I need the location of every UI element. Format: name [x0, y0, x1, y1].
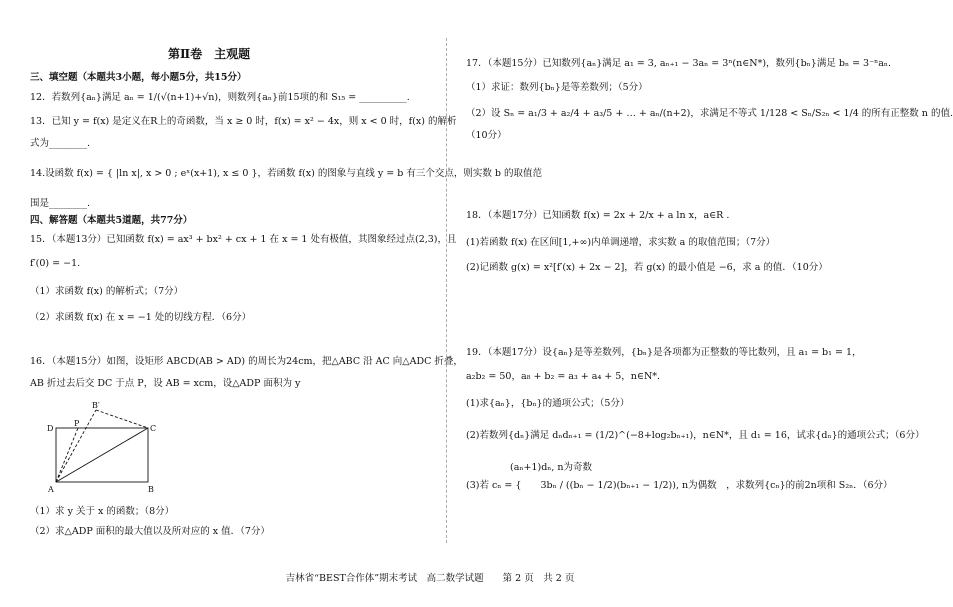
fill-blank-heading: 三、填空题（本题共3小题，每小题5分，共15分）: [30, 72, 247, 83]
question-18-part1: (1)若函数 f(x) 在区间[1,+∞)内单调递增，求实数 a 的取值范围；（7分）: [466, 237, 776, 248]
question-17-part1: （1）求证：数列{bₙ}是等差数列；（5分）: [466, 82, 648, 93]
diagonal-ac: [56, 428, 148, 482]
question-19-line1: 19．（本题17分）设{aₙ}是等差数列，{bₙ}是各项都为正整数的等比数列，且 a₁ = b₁ = 1，: [466, 347, 862, 358]
question-17-part2: （2）设 Sₙ = a₁/3 + a₂/4 + a₃/5 + … + aₙ/(n+2)，求满足不等式 1/128 < Sₙ/S₂ₙ < 1/4 的所有正整数 n 的值.: [466, 108, 953, 119]
question-17-line1: 17．（本题15分）已知数列{aₙ}满足 a₁ = 3, aₙ₊₁ − 3aₙ = 3ⁿ(n∈N*)，数列{bₙ}满足 bₙ = 3⁻ⁿaₙ.: [466, 58, 892, 69]
question-15-line2: f′(0) = −1.: [30, 258, 81, 269]
question-16-part2: （2）求△ADP 面积的最大值以及所对应的 x 值．（7分）: [30, 526, 270, 537]
question-19-line2: a₂b₂ = 50，a₈ + b₂ = a₃ + a₄ + 5，n∈N*.: [466, 371, 661, 382]
question-16-line1: 16．（本题15分）如图，设矩形 ABCD(AB > AD) 的周长为24cm，把△ABC 沿 AC 向△ADC 折叠，: [30, 356, 463, 367]
solve-heading: 四、解答题（本题共5道题，共77分）: [30, 215, 193, 226]
question-13-line2: 式为________.: [30, 138, 91, 149]
column-divider: [446, 38, 447, 543]
question-17-points: （10分）: [466, 130, 507, 141]
question-19-part2: (2)若数列{dₙ}满足 dₙdₙ₊₁ = (1/2)^(−8+log₂bₙ₊₁)，n∈N*，且 d₁ = 16，试求{dₙ}的通项公式；（6分）: [466, 430, 925, 441]
question-19-part3-case1: (aₙ+1)dₙ, n为奇数: [510, 462, 593, 473]
question-15-part1: （1）求函数 f(x) 的解析式；（7分）: [30, 286, 184, 297]
question-19-part3: (3)若 cₙ = { 3bₙ / ((bₙ − 1/2)(bₙ₊₁ − 1/2)), n为偶数 ，求数列{cₙ}的前2n项和 S₂ₙ．（6分）: [466, 480, 893, 491]
segment-ap: [56, 428, 78, 482]
question-16-part1: （1）求 y 关于 x 的函数；（8分）: [30, 506, 175, 517]
label-d: D: [47, 424, 54, 433]
question-12: 12．若数列{aₙ}满足 aₙ = 1/(√(n+1)+√n)，则数列{aₙ}前15项的和 S₁₅ = __________.: [30, 92, 410, 103]
label-a: A: [48, 485, 54, 494]
question-15-line1: 15．（本题13分）已知函数 f(x) = ax³ + bx² + cx + 1 在 x = 1 处有极值，其图象经过点(2,3)，且: [30, 234, 457, 245]
question-18-part2: (2)记函数 g(x) = x²[f′(x) + 2x − 2]，若 g(x) 的最小值是 −6，求 a 的值．（10分）: [466, 262, 828, 273]
label-p: P: [74, 419, 80, 428]
question-19-part1: (1)求{aₙ}，{bₙ}的通项公式；（5分）: [466, 398, 630, 409]
question-13-line1: 13．已知 y = f(x) 是定义在R上的奇函数，当 x ≥ 0 时，f(x) = x² − 4x，则 x < 0 时，f(x) 的解析: [30, 116, 457, 127]
label-b: B: [148, 485, 154, 494]
question-14-line2: 围是________.: [30, 198, 91, 209]
rectangle-fold-figure: [44, 400, 164, 495]
folded-edge-b1c: [96, 410, 148, 428]
section-title: 第Ⅱ卷 主观题: [168, 47, 251, 61]
page-footer: 吉林省“BEST合作体”期末考试 高二数学试题 第 2 页 共 2 页: [285, 573, 575, 584]
question-16-line2: AB 折过去后交 DC 于点 P，设 AB = xcm，设△ADP 面积为 y: [30, 378, 301, 389]
question-15-part2: （2）求函数 f(x) 在 x = −1 处的切线方程．（6分）: [30, 312, 252, 323]
label-b-prime: B′: [92, 401, 100, 410]
label-c: C: [150, 424, 157, 433]
question-14-line1: 14.设函数 f(x) = { |ln x|, x > 0 ; eˣ(x+1), x ≤ 0 }，若函数 f(x) 的图象与直线 y = b 有三个交点，则实数 b 的取值范: [30, 168, 542, 179]
question-18-line1: 18．（本题17分）已知函数 f(x) = 2x + 2/x + a ln x，a∈R .: [466, 210, 730, 221]
